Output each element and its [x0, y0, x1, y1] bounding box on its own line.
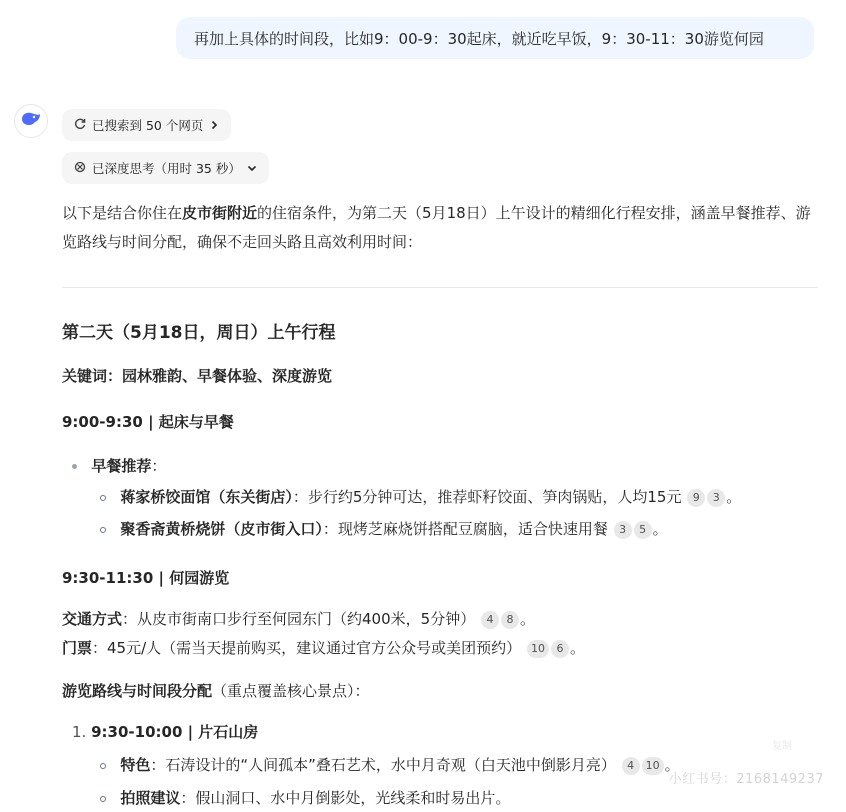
search-results-button[interactable] — [62, 109, 231, 141]
stop-number: 1. — [72, 723, 87, 741]
sentence-end: 。 — [726, 488, 742, 506]
user-message-text: 再加上具体的时间段，比如9：00-9：30起床，就近吃早饭，9：30-11：30游览何园 — [194, 29, 764, 48]
breakfast-label: 早餐推荐 — [91, 457, 152, 475]
list-item: 特色：石涛设计的“人间孤本”叠石艺术，水中月奇观（白天池中倒影月亮） 4 10 。 — [100, 751, 680, 779]
chevron-right-icon — [209, 118, 219, 133]
citation-badge[interactable]: 3 — [614, 521, 632, 539]
route-note: （重点覆盖核心景点）： — [212, 682, 370, 700]
citation-badge[interactable]: 8 — [501, 611, 519, 629]
bullet-disc-icon — [72, 464, 77, 469]
list-item — [100, 483, 741, 511]
restaurant-name: 聚香斋黄桥烧饼（皮市街入口） — [120, 520, 323, 538]
list-item — [100, 784, 510, 812]
citation-badge[interactable]: 10 — [527, 640, 549, 658]
deep-think-icon — [74, 161, 86, 176]
section-divider — [62, 287, 818, 288]
sentence-end: 。 — [652, 520, 668, 538]
breakfast-colon: ： — [151, 457, 167, 475]
citation-badge[interactable]: 5 — [634, 521, 652, 539]
deep-think-label: 已深度思考（用时 35 秒） — [92, 161, 241, 176]
bullet-circle-icon — [100, 495, 106, 501]
intro-bold-location: 皮市街附近 — [182, 204, 258, 222]
ticket-label: 门票 — [62, 639, 93, 657]
search-results-label: 已搜索到 50 个网页 — [92, 118, 204, 133]
assistant-avatar — [14, 104, 48, 138]
restaurant-desc: ：步行约5分钟可达，推荐虾籽饺面、笋肉锅贴，人均15元 — [292, 488, 682, 506]
watermark: 小红书号：2168149237 — [668, 772, 824, 787]
stop-heading — [72, 718, 258, 746]
ticket-line: 门票：45元/人（需当天提前购买，建议通过官方公众号或美团预约） 10 6 。 — [62, 639, 585, 657]
citation-badge[interactable]: 3 — [707, 489, 725, 507]
list-item — [100, 515, 668, 543]
ticket-text: ：45元/人（需当天提前购买，建议通过官方公众号或美团预约） — [92, 639, 522, 657]
citation-badge[interactable]: 10 — [642, 757, 664, 775]
feature-label: 特色 — [120, 756, 151, 774]
bullet-circle-icon — [100, 527, 106, 533]
photo-text: ：假山洞口、水中月倒影处，光线柔和时易出片。 — [180, 789, 511, 807]
citation-badge[interactable]: 6 — [551, 640, 569, 658]
breakfast-bullet — [72, 452, 166, 480]
transport-text: ：从皮市街南口步行至何园东门（约400米，5分钟） — [122, 610, 476, 628]
whale-logo-icon — [20, 110, 42, 132]
stop-title: 9:30-10:00 | 片石山房 — [91, 723, 259, 741]
transport-label: 交通方式 — [62, 610, 123, 628]
restaurant-name: 蒋家桥饺面馆（东关街店） — [120, 488, 293, 506]
section-garden-heading: 9:30-11:30 | 何园游览 — [62, 569, 230, 587]
feature-text: ：石涛设计的“人间孤本”叠石艺术，水中月奇观（白天池中倒影月亮） — [150, 756, 616, 774]
bullet-circle-icon — [100, 763, 106, 769]
copy-button[interactable]: 复制 — [772, 741, 792, 752]
intro-text-start: 以下是结合你住在 — [62, 204, 183, 222]
photo-label: 拍照建议 — [120, 789, 181, 807]
keywords-line: 关键词：园林雅韵、早餐体验、深度游览 — [62, 367, 333, 385]
citation-badge[interactable]: 4 — [481, 611, 499, 629]
transport-line: 交通方式：从皮市街南口步行至何园东门（约400米，5分钟） 4 8 。 — [62, 610, 535, 628]
deep-think-toggle[interactable] — [62, 152, 269, 184]
bullet-circle-icon — [100, 796, 106, 802]
intro-text-end: 的住宿条件，为第二天（5月18日）上午设计的精细化行程安排，涵盖早餐推荐、游览路线与时间分配，确保不走回头路且高效利用时间： — [62, 204, 811, 251]
user-message-bubble — [176, 17, 814, 59]
search-refresh-icon — [74, 118, 86, 133]
chevron-down-icon — [247, 161, 257, 176]
citation-badge[interactable]: 9 — [687, 489, 705, 507]
citation-badge[interactable]: 4 — [622, 757, 640, 775]
day-title: 第二天（5月18日，周日）上午行程 — [62, 323, 336, 343]
intro-paragraph — [62, 199, 822, 257]
route-label: 游览路线与时间段分配 — [62, 682, 213, 700]
restaurant-desc: ：现烤芝麻烧饼搭配豆腐脑，适合快速用餐 — [322, 520, 608, 538]
route-line — [62, 677, 370, 705]
section-breakfast-heading: 9:00-9:30 | 起床与早餐 — [62, 413, 234, 431]
